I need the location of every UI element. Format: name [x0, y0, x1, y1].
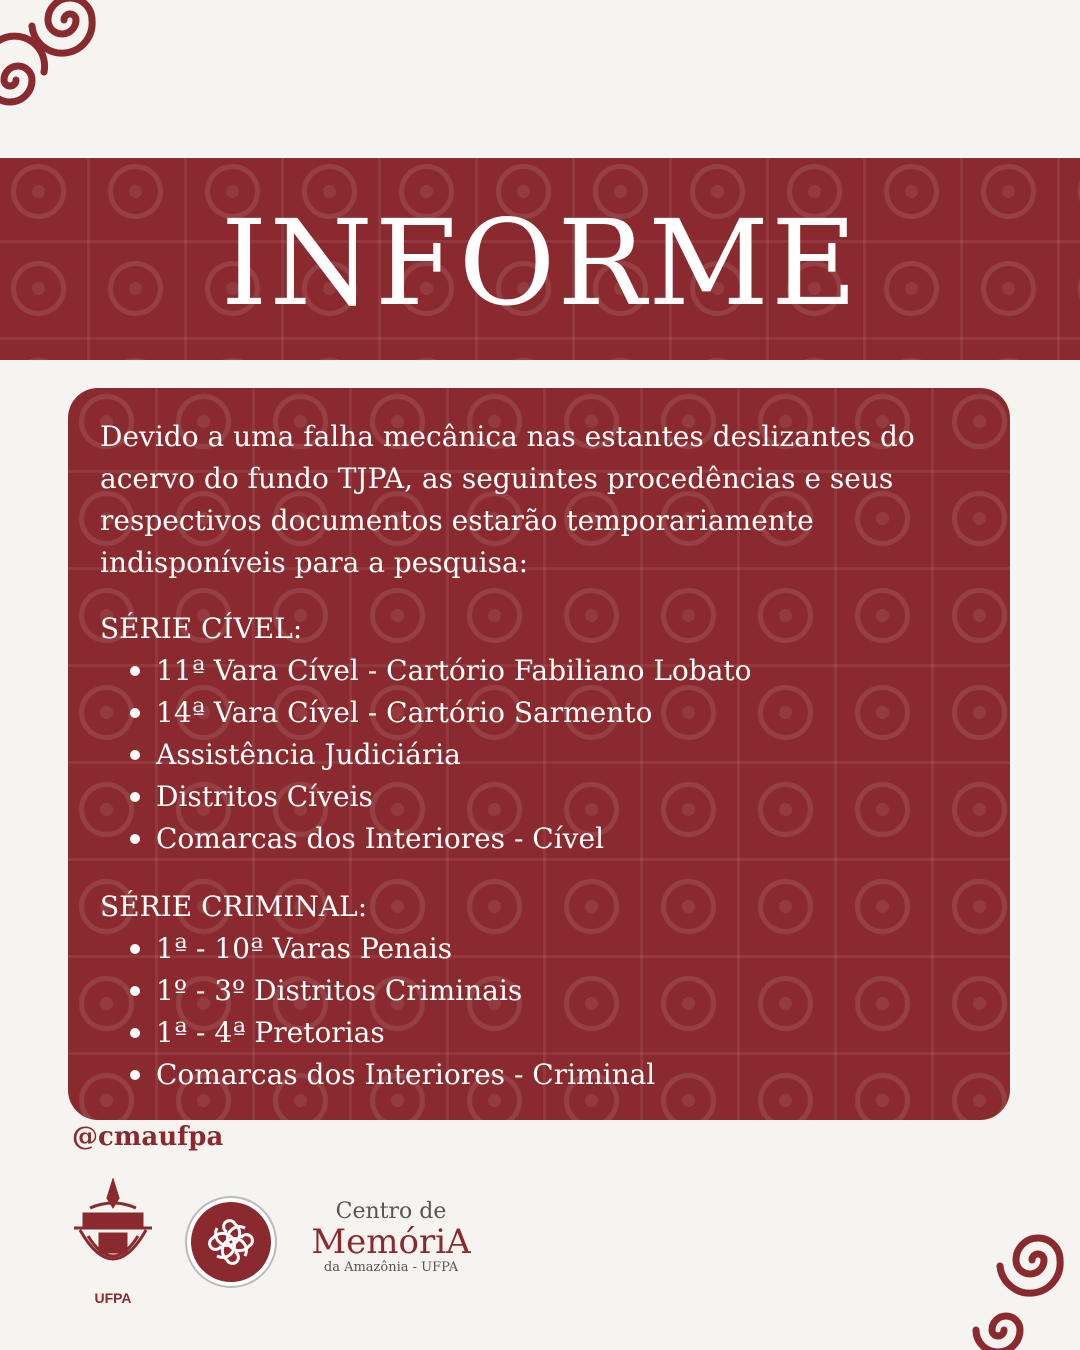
header-band	[0, 158, 1080, 360]
list-item: Comarcas dos Interiores - Cível	[126, 818, 978, 860]
list-item: Assistência Judiciária	[126, 734, 978, 776]
ufpa-label: UFPA	[94, 1290, 132, 1306]
cma-wordmark	[296, 1200, 486, 1276]
cma-line3: da Amazônia - UFPA	[323, 1260, 459, 1275]
list-item: Distritos Cíveis	[126, 776, 978, 818]
bottom-right-spiral-icon	[958, 1210, 1080, 1350]
section-heading-criminal: SÉRIE CRIMINAL:	[100, 890, 368, 923]
list-item: 1ª - 10ª Varas Penais	[126, 928, 978, 970]
list-item: 1ª - 4ª Pretorias	[126, 1012, 978, 1054]
social-handle[interactable]: @cmaufpa	[72, 1122, 224, 1152]
section-heading-civel: SÉRIE CÍVEL:	[100, 612, 303, 645]
list-item: 1º - 3º Distritos Criminais	[126, 970, 978, 1012]
list-civel	[100, 650, 978, 860]
list-item: 11ª Vara Cível - Cartório Fabiliano Lobato	[126, 650, 978, 692]
list-item: 14ª Vara Cível - Cartório Sarmento	[126, 692, 978, 734]
list-item: Comarcas dos Interiores - Criminal	[126, 1054, 978, 1096]
cma-line1: Centro de	[335, 1199, 447, 1224]
cma-emblem-icon	[184, 1195, 278, 1289]
top-left-spiral-icon	[0, 0, 120, 130]
list-criminal	[100, 928, 978, 1096]
notice-intro: Devido a uma falha mecânica nas estantes deslizantes do acervo do fundo TJPA, as seguintes procedências e seus respectivos documentos estarão temporariamente indisponíveis para a pesquisa:	[100, 420, 915, 579]
notice-card	[68, 388, 1010, 1120]
cma-line2: MemóriA	[311, 1222, 471, 1262]
page-title: INFORME	[220, 194, 860, 332]
